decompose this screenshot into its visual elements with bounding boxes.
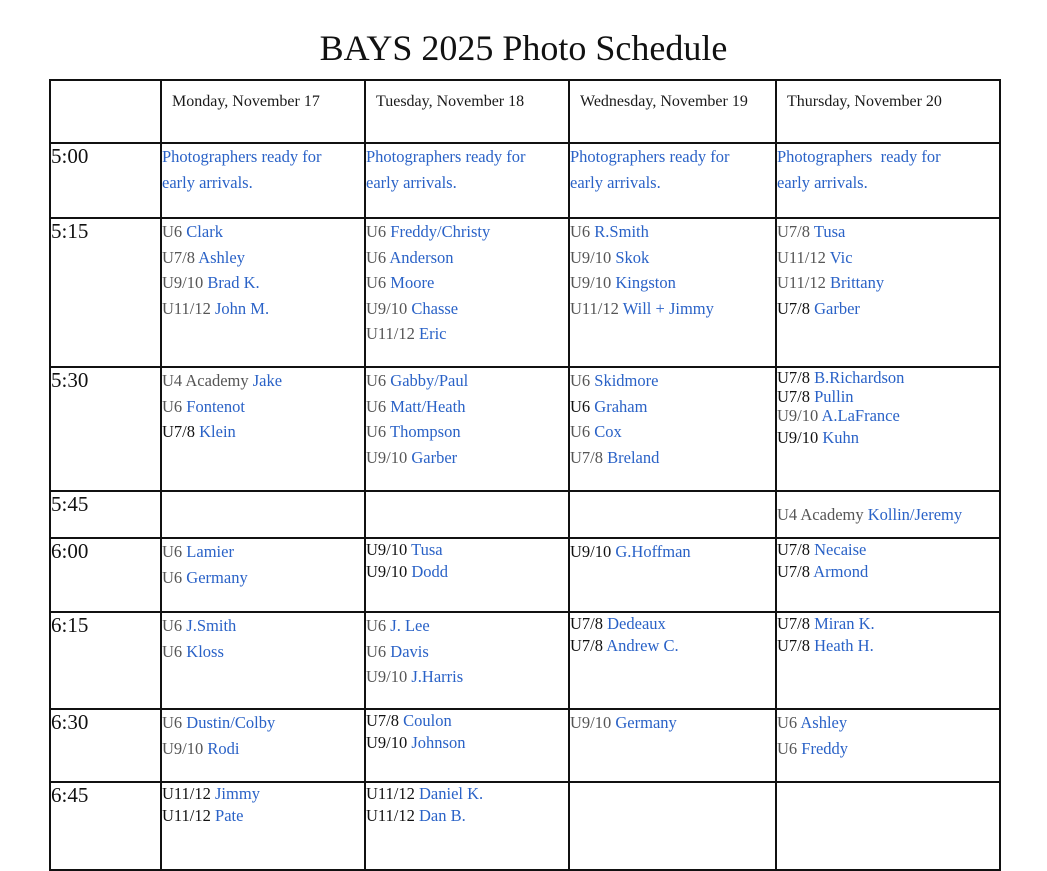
coach-name: Germany: [615, 713, 677, 732]
team-group: U11/12: [162, 298, 211, 318]
team-group: U9/10: [570, 247, 612, 267]
coach-name: Cox: [594, 422, 622, 442]
slot-entry: [777, 270, 999, 296]
coach-name: Freddy/Christy: [390, 222, 491, 241]
slot-entry: [162, 419, 364, 445]
coach-name: Vic: [829, 247, 853, 267]
slot-entry: [162, 639, 364, 665]
coach-name: Ashley: [198, 247, 245, 267]
team-group: U7/8: [570, 636, 603, 655]
team-group: U7/8: [777, 562, 810, 581]
coach-name: Dan B.: [419, 806, 466, 825]
slot-entry: [366, 419, 568, 445]
slot-cell: [161, 491, 365, 538]
slot-entry: [366, 539, 568, 561]
slot-cell: [161, 218, 365, 367]
slot-entry: [777, 539, 999, 561]
coach-name: Heath H.: [814, 636, 874, 655]
slot-cell: [365, 612, 569, 709]
time-row: [50, 612, 1000, 709]
team-group: U9/10: [366, 298, 408, 318]
coach-name: Klein: [199, 422, 236, 442]
team-group: U6: [777, 713, 798, 732]
team-group: U9/10: [570, 713, 612, 732]
team-group: U6: [162, 396, 183, 416]
slot-cell: [365, 709, 569, 782]
slot-entry: [162, 270, 364, 296]
slot-entry: [366, 245, 568, 271]
slot-note: Photographers ready for: [162, 147, 322, 166]
team-group: U11/12: [777, 273, 826, 293]
slot-entry: [570, 445, 775, 471]
slot-entry: [162, 368, 364, 394]
slot-entry: [777, 561, 999, 583]
slot-cell: [161, 143, 365, 218]
slot-entry: [366, 219, 568, 245]
coach-name: Garber: [411, 447, 458, 467]
team-group: U6: [162, 616, 183, 635]
slot-entry: [162, 710, 364, 736]
coach-name: Jake: [252, 371, 283, 390]
team-group: U6: [162, 542, 183, 561]
slot-cell: [161, 538, 365, 612]
team-group: U6: [162, 567, 183, 587]
team-group: U9/10: [570, 542, 612, 561]
coach-name: Tusa: [813, 222, 846, 241]
team-group: U7/8: [777, 368, 810, 387]
coach-name: Lamier: [186, 542, 234, 561]
coach-name: Necaise: [814, 540, 867, 559]
team-group: U9/10: [366, 540, 408, 559]
day-header: Wednesday, November 19: [569, 80, 776, 143]
coach-name: Dedeaux: [607, 614, 666, 633]
slot-entry: [777, 710, 999, 736]
team-group: U6: [366, 396, 387, 416]
team-group: U9/10: [777, 406, 819, 425]
coach-name: Davis: [390, 641, 429, 661]
coach-name: Tusa: [411, 540, 443, 559]
slot-entry: [570, 539, 775, 565]
coach-name: J. Lee: [390, 616, 430, 635]
team-group: U6: [570, 371, 591, 390]
slot-cell: [365, 367, 569, 491]
coach-name: Miran K.: [814, 614, 875, 633]
team-group: U9/10: [162, 273, 204, 293]
coach-name: Fontenot: [186, 396, 245, 416]
slot-entry: [366, 368, 568, 394]
slot-note: early arrivals.: [366, 172, 457, 192]
slot-entry: [570, 245, 775, 271]
team-group: U7/8: [777, 636, 810, 655]
coach-name: Kuhn: [822, 428, 860, 447]
slot-entry: [162, 613, 364, 639]
slot-cell: [569, 538, 776, 612]
slot-note: Photographers ready for: [366, 147, 526, 166]
team-group: U6: [777, 738, 798, 758]
slot-note: early arrivals.: [570, 172, 661, 192]
slot-entry: [777, 635, 999, 657]
corner-cell: [50, 80, 161, 143]
slot-entry: [777, 245, 999, 271]
team-group: U7/8: [570, 447, 603, 467]
coach-name: Dustin/Colby: [186, 713, 276, 732]
coach-name: Clark: [186, 222, 223, 241]
team-group: U7/8: [777, 298, 810, 318]
slot-entry: [570, 419, 775, 445]
team-group: U7/8: [570, 614, 603, 633]
slot-cell: [569, 143, 776, 218]
coach-name: Moore: [390, 273, 435, 293]
team-group: U4 Academy: [162, 371, 249, 390]
coach-name: Matt/Heath: [390, 396, 466, 416]
coach-name: Freddy: [801, 738, 849, 758]
team-group: U6: [162, 641, 183, 661]
slot-entry: [570, 710, 775, 736]
slot-entry: [570, 219, 775, 245]
coach-name: Kloss: [186, 641, 224, 661]
team-group: U11/12: [777, 247, 826, 267]
slot-entry: [366, 613, 568, 639]
coach-name: R.Smith: [594, 222, 649, 241]
slot-cell: [776, 709, 1000, 782]
slot-entry: [366, 270, 568, 296]
coach-name: Pullin: [814, 387, 854, 406]
slot-entry: [162, 296, 364, 322]
slot-cell: [161, 612, 365, 709]
slot-entry: [777, 406, 999, 425]
team-group: U9/10: [366, 667, 408, 687]
time-label: 6:30: [50, 709, 161, 782]
coach-name: Breland: [607, 447, 660, 467]
slot-entry: [366, 783, 568, 805]
time-label: 5:15: [50, 218, 161, 367]
team-group: U11/12: [162, 806, 211, 825]
slot-cell: [776, 143, 1000, 218]
slot-entry: [777, 219, 999, 245]
team-group: U6: [366, 422, 387, 442]
team-group: U7/8: [162, 247, 195, 267]
time-row: [50, 538, 1000, 612]
time-row: [50, 367, 1000, 491]
header-row: [50, 80, 1000, 143]
coach-name: Jimmy: [215, 784, 260, 803]
team-group: U7/8: [777, 222, 810, 241]
team-group: U11/12: [366, 324, 415, 344]
slot-entry: [366, 296, 568, 322]
slot-cell: [569, 218, 776, 367]
day-header: Tuesday, November 18: [365, 80, 569, 143]
team-group: U9/10: [162, 738, 204, 758]
time-row: [50, 709, 1000, 782]
slot-cell: [569, 491, 776, 538]
team-group: U11/12: [366, 806, 415, 825]
slot-cell: [776, 218, 1000, 367]
coach-name: Brad K.: [207, 273, 260, 293]
coach-name: Will + Jimmy: [622, 298, 714, 318]
team-group: U4 Academy: [777, 505, 864, 524]
slot-cell: [776, 491, 1000, 538]
slot-cell: [161, 782, 365, 870]
team-group: U9/10: [366, 447, 408, 467]
slot-entry: [366, 732, 568, 754]
coach-name: B.Richardson: [814, 368, 905, 387]
coach-name: J.Harris: [411, 667, 464, 687]
slot-entry: [777, 736, 999, 762]
coach-name: Rodi: [207, 738, 240, 758]
time-label: 5:30: [50, 367, 161, 491]
slot-entry: [162, 565, 364, 591]
slot-entry: [570, 394, 775, 420]
slot-cell: [569, 612, 776, 709]
coach-name: Gabby/Paul: [390, 371, 469, 390]
time-label: 6:45: [50, 782, 161, 870]
team-group: U9/10: [366, 733, 408, 752]
schedule-table: [49, 79, 1001, 871]
team-group: U11/12: [162, 784, 211, 803]
slot-entry: [777, 425, 999, 451]
slot-note: Photographers ready for: [570, 147, 730, 166]
slot-entry: [777, 387, 999, 406]
slot-cell: [161, 367, 365, 491]
team-group: U6: [366, 616, 387, 635]
team-group: U6: [162, 713, 183, 732]
team-group: U6: [366, 247, 387, 267]
page-title: BAYS 2025 Photo Schedule: [319, 28, 728, 68]
team-group: U7/8: [777, 387, 810, 406]
slot-note: early arrivals.: [777, 172, 868, 192]
team-group: U6: [366, 273, 387, 293]
slot-cell: [776, 538, 1000, 612]
slot-note: Photographers ready for: [777, 147, 941, 166]
slot-cell: [365, 782, 569, 870]
slot-entry: [366, 710, 568, 732]
slot-entry: [366, 561, 568, 583]
team-group: U6: [366, 371, 387, 390]
slot-entry: [162, 219, 364, 245]
team-group: U6: [366, 222, 387, 241]
coach-name: Brittany: [830, 273, 885, 293]
coach-name: Skok: [615, 247, 650, 267]
slot-entry: [162, 539, 364, 565]
coach-name: Thompson: [390, 422, 461, 442]
coach-name: Graham: [594, 396, 648, 416]
team-group: U7/8: [777, 614, 810, 633]
team-group: U7/8: [777, 540, 810, 559]
coach-name: Germany: [186, 567, 248, 587]
slot-entry: [570, 613, 775, 635]
slot-entry: [777, 613, 999, 635]
slot-entry: [366, 394, 568, 420]
slot-cell: [569, 709, 776, 782]
team-group: U11/12: [366, 784, 415, 803]
team-group: U6: [570, 422, 591, 442]
time-row: [50, 491, 1000, 538]
slot-cell: [776, 612, 1000, 709]
coach-name: Skidmore: [594, 371, 659, 390]
coach-name: Kollin/Jeremy: [867, 505, 963, 524]
slot-entry: [162, 805, 364, 827]
coach-name: Andrew C.: [606, 636, 679, 655]
slot-entry: [570, 296, 775, 322]
coach-name: Kingston: [615, 273, 676, 293]
team-group: U6: [366, 641, 387, 661]
team-group: U9/10: [777, 428, 819, 447]
coach-name: Johnson: [411, 733, 466, 752]
team-group: U6: [570, 222, 591, 241]
team-group: U9/10: [366, 562, 408, 581]
coach-name: Dodd: [411, 562, 449, 581]
slot-entry: [366, 321, 568, 347]
coach-name: J.Smith: [186, 616, 237, 635]
slot-entry: [162, 394, 364, 420]
slot-entry: [366, 805, 568, 827]
slot-entry: [570, 368, 775, 394]
coach-name: G.Hoffman: [615, 542, 691, 561]
time-row: [50, 143, 1000, 218]
team-group: U6: [162, 222, 183, 241]
slot-cell: [569, 782, 776, 870]
slot-entry: [366, 664, 568, 690]
slot-entry: [777, 368, 999, 387]
coach-name: Eric: [419, 324, 447, 344]
day-header: Monday, November 17: [161, 80, 365, 143]
slot-entry: [570, 635, 775, 657]
slot-entry: [366, 639, 568, 665]
slot-entry: [162, 736, 364, 762]
slot-entry: [366, 445, 568, 471]
slot-entry: [570, 270, 775, 296]
slot-cell: [365, 143, 569, 218]
time-label: 5:45: [50, 491, 161, 538]
day-header: Thursday, November 20: [776, 80, 1000, 143]
slot-entry: [162, 783, 364, 805]
slot-cell: [776, 367, 1000, 491]
team-group: U9/10: [570, 273, 612, 293]
coach-name: Coulon: [403, 711, 452, 730]
slot-entry: [777, 296, 999, 322]
time-label: 5:00: [50, 143, 161, 218]
coach-name: Daniel K.: [419, 784, 484, 803]
slot-cell: [365, 538, 569, 612]
team-group: U7/8: [162, 422, 195, 442]
time-row: [50, 782, 1000, 870]
coach-name: Pate: [215, 806, 244, 825]
slot-cell: [161, 709, 365, 782]
coach-name: Ashley: [800, 713, 848, 732]
slot-cell: [365, 491, 569, 538]
time-label: 6:15: [50, 612, 161, 709]
coach-name: Garber: [814, 298, 860, 318]
team-group: U11/12: [570, 298, 619, 318]
slot-cell: [569, 367, 776, 491]
coach-name: Armond: [813, 562, 869, 581]
team-group: U7/8: [366, 711, 399, 730]
time-label: 6:00: [50, 538, 161, 612]
slot-entry: [162, 245, 364, 271]
slot-entry: [777, 502, 999, 528]
coach-name: Chasse: [411, 298, 459, 318]
slot-note: early arrivals.: [162, 172, 253, 192]
slot-cell: [365, 218, 569, 367]
time-row: [50, 218, 1000, 367]
team-group: U6: [570, 396, 591, 416]
coach-name: Anderson: [389, 247, 454, 267]
coach-name: A.LaFrance: [821, 406, 900, 425]
slot-cell: [776, 782, 1000, 870]
coach-name: John M.: [215, 298, 270, 318]
